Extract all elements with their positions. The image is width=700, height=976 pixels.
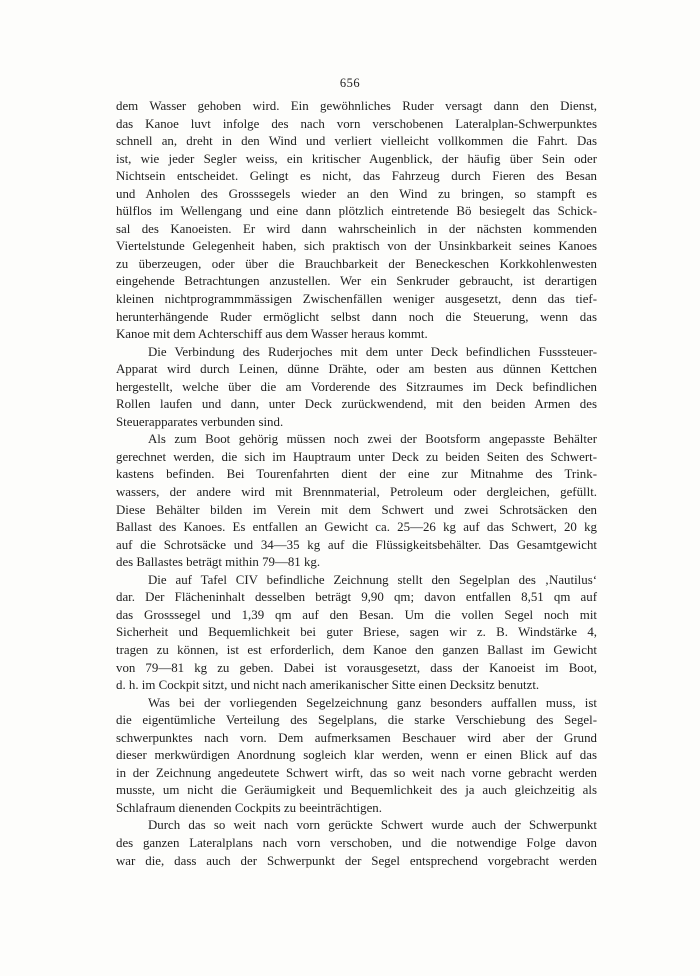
paragraph [116, 431, 597, 571]
page-number: 656 [339, 76, 361, 90]
text-line: Nichtsein entscheidet. Gelingt es nicht, das Fahrzeug durch Fieren des Besan [116, 169, 597, 184]
text-line: Durch das so weit nach vorn gerückte Schwert wurde auch der Schwerpunkt [148, 818, 597, 833]
text-line: Apparat wird durch Leinen, dünne Drähte, oder am besten aus dünnen Kettchen [116, 362, 597, 377]
text-line: dieser merkwürdigen Anordnung sogleich klar werden, wenn er einen Blick auf das [116, 748, 597, 763]
paragraph [116, 817, 597, 870]
text-line: schwerpunktes nach vorn. Dem aufmerksamen Beschauer wird aber der Grund [116, 730, 597, 745]
text-line: auf die Schrotsäcke und 34—35 kg auf die Flüssigkeitsbehälter. Das Gesamtgewicht [116, 537, 597, 552]
text-line: dar. Der Flächeninhalt desselben beträgt 9,90 qm; davon entfallen 8,51 qm auf [116, 590, 597, 605]
text-line: musste, um nicht die Geräumigkeit und Bequemlichkeit des ja auch gleichzeitig als [116, 783, 597, 798]
text-line: kleinen nichtprogrammmässigen Zwischenfällen weniger ausgesetzt, denn das tief- [116, 292, 597, 307]
text-line: sal des Kanoeisten. Er wird dann wahrscheinlich in der nächsten kommenden [116, 221, 597, 236]
text-line: Als zum Boot gehörig müssen noch zwei der Bootsform angepasste Behälter [148, 432, 597, 447]
text-line: Diese Behälter bilden im Verein mit dem Schwert und zwei Schrotsäcken den [116, 502, 597, 517]
text-line: die eigentümliche Verteilung des Segelplans, die starke Verschiebung des Segel- [116, 713, 597, 728]
text-line: in der Zeichnung angedeutete Schwert wirft, das so weit nach vorne gebracht werden [116, 765, 597, 780]
text-line: von 79—81 kg zu geben. Dabei ist vorausgesetzt, dass der Kanoeist im Boot, [116, 660, 597, 675]
text-line: Die auf Tafel CIV befindliche Zeichnung stellt den Segelplan des ‚Nautilus‘ [148, 572, 597, 587]
text-line: Sicherheit und Bequemlichkeit bei guter Briese, sagen wir z. B. Windstärke 4, [116, 625, 597, 640]
text-line: herunterhängende Ruder ermöglicht selbst dann noch die Steuerung, wenn das [116, 309, 597, 324]
text-line: d. h. im Cockpit sitzt, und nicht nach amerikanischer Sitte einen Decksitz benutzt. [116, 678, 540, 693]
text-line: und Anholen des Grosssegels wieder an den Wind zu bringen, so stampft es [116, 186, 597, 201]
paragraph [116, 572, 597, 695]
text-line: des Ballastes beträgt mithin 79—81 kg. [116, 555, 321, 570]
text-line: eingehende Betrachtungen anzustellen. Wer ein Senkruder gebraucht, ist derartigen [116, 274, 597, 289]
text-line: Rollen laufen und dann, unter Deck zurückwendend, mit den beiden Armen des [116, 397, 597, 412]
text-line: schnell an, dreht in den Wind und verliert vielleicht vollkommen die Fahrt. Das [116, 134, 597, 149]
paragraph [116, 695, 597, 818]
text-line: wassers, der andere wird mit Brennmaterial, Petroleum oder dergleichen, gefüllt. [116, 485, 597, 500]
text-line: Ballast des Kanoes. Es entfallen an Gewicht ca. 25—26 kg auf das Schwert, 20 kg [116, 520, 597, 535]
text-line: war die, dass auch der Schwerpunkt der Segel entsprechend vorgebracht werden [116, 853, 597, 868]
text-line: kastens befinden. Bei Tourenfahrten dient der eine zur Mitnahme des Trink- [116, 467, 597, 482]
text-line: gerechnet werden, die sich im Hauptraum unter Deck zu beiden Seiten des Schwert- [116, 449, 597, 464]
text-line: Viertelstunde Gelegenheit haben, sich praktisch von der Unsinkbarkeit seines Kanoes [116, 239, 597, 254]
paragraph [116, 98, 597, 344]
text-line: hergestellt, welche über die am Vorderende des Sitzraumes im Deck befindlichen [116, 379, 597, 394]
text-line: des ganzen Lateralplans nach vorn verschoben, und die notwendige Folge davon [116, 835, 597, 850]
text-line: das Kanoe luvt infolge des nach vorn verschobenen Lateralplan-Schwerpunktes [116, 116, 597, 131]
text-line: Kanoe mit dem Achterschiff aus dem Wasser heraus kommt. [116, 327, 428, 342]
text-line: hülflos im Wellengang und eine dann plötzlich eintretende Bö besiegelt das Schick- [116, 204, 597, 219]
text-line: Die Verbindung des Ruderjoches mit dem unter Deck befindlichen Fusssteuer- [148, 344, 597, 359]
text-line: Schlafraum dienenden Cockpits zu beeinträchtigen. [116, 800, 382, 815]
paragraph [116, 344, 597, 432]
text-line: zu überzeugen, oder über die Brauchbarkeit der Beneckeschen Korkkohlenwesten [116, 256, 597, 271]
text-line: dem Wasser gehoben wird. Ein gewöhnliches Ruder versagt dann den Dienst, [116, 99, 597, 113]
text-line: Was bei der vorliegenden Segelzeichnung ganz besonders auffallen muss, ist [148, 695, 597, 710]
text-line: Steuerapparates verbunden sind. [116, 414, 284, 429]
text-line: tragen zu können, ist est erforderlich, dem Kanoe den ganzen Ballast im Gewicht [116, 642, 597, 657]
text-line: ist, wie jeder Segler weiss, ein kritischer Augenblick, der häufig über Sein oder [116, 151, 597, 166]
text-line: das Grosssegel und 1,39 qm auf den Besan. Um die vollen Segel noch mit [116, 607, 597, 622]
body-text [116, 98, 597, 870]
